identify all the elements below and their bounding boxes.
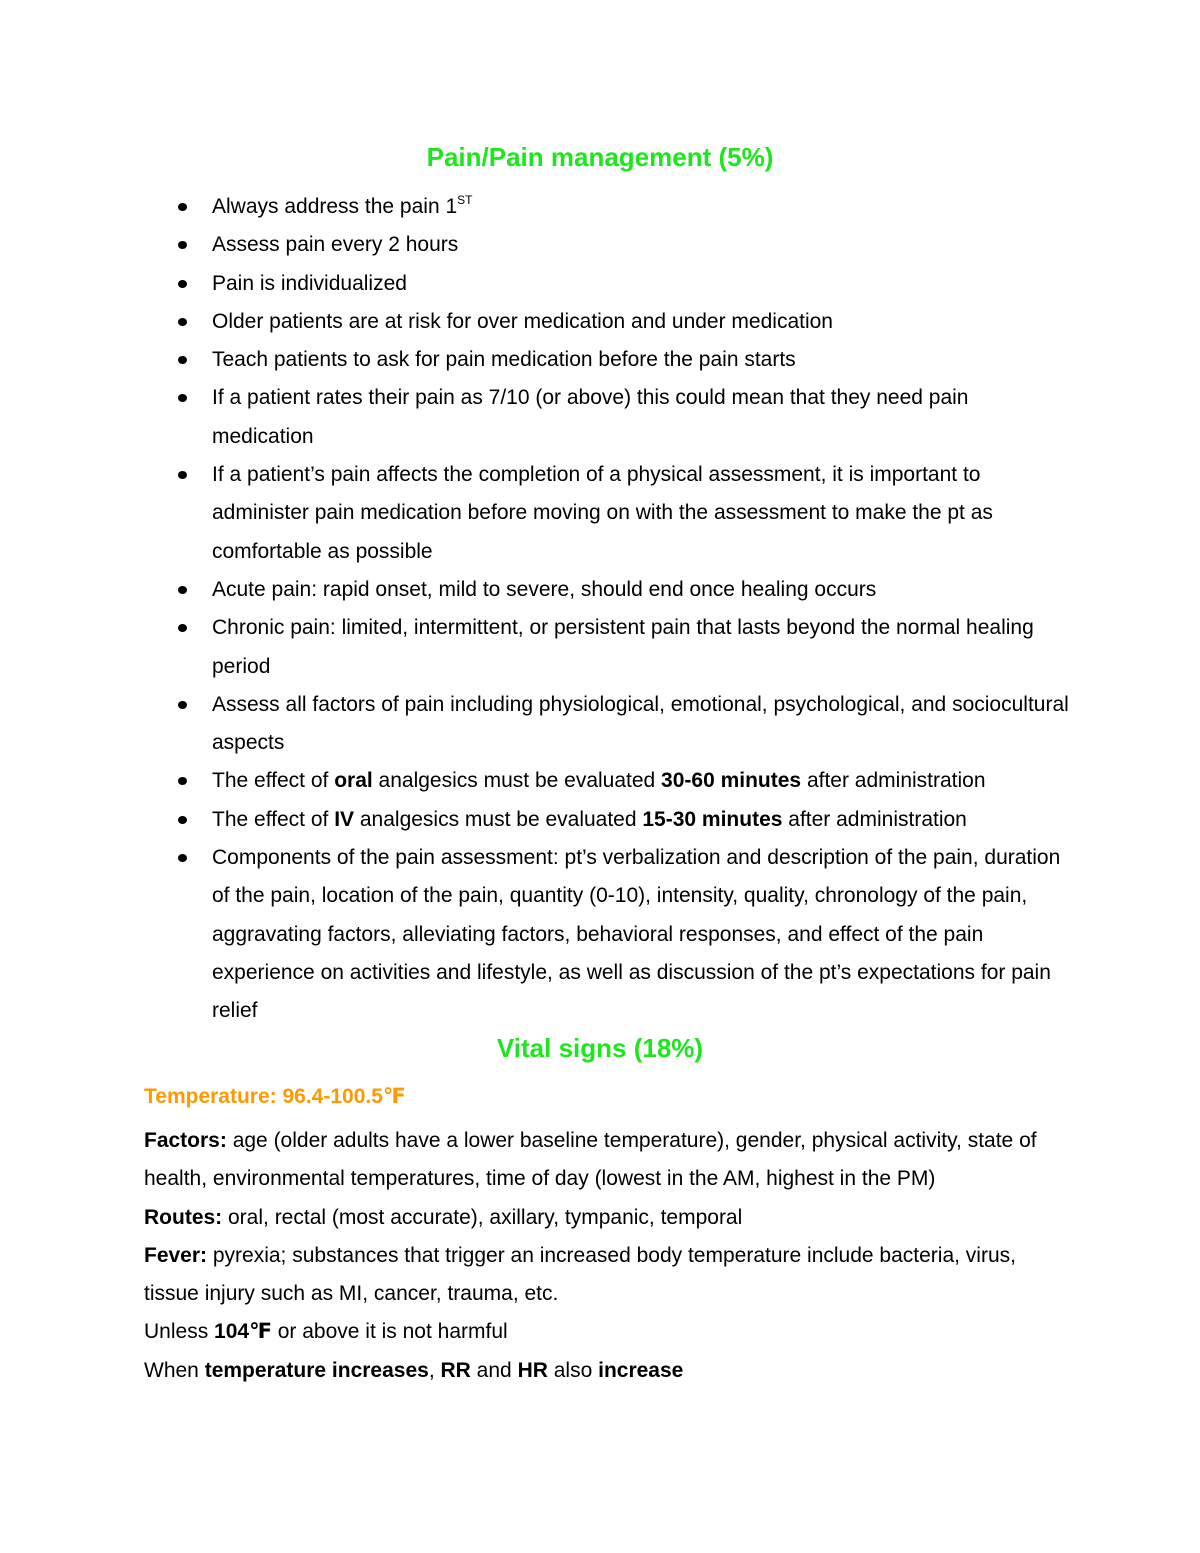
text-run: Pain is individualized (212, 271, 407, 295)
temperature-notes (144, 1122, 1074, 1390)
bold-text: 104℉ (214, 1320, 272, 1344)
text-run: analgesics must be evaluated (372, 769, 662, 793)
text-run: If a patient’s pain affects the completion of a physical assessment, it is important to administer pain medication before moving on with the assessment to make the pt as comfortable as possible (212, 463, 993, 563)
text-run: and (470, 1358, 518, 1382)
list-item (175, 762, 1075, 800)
list-item (175, 456, 1075, 571)
text-run: Always address the pain 1 (212, 195, 458, 218)
text-run: age (older adults have a lower baseline temperature), gender, physical activity, state of health, environmental temperatures, time of day (lowest in the AM, highest in the PM) (144, 1129, 1037, 1191)
list-item (175, 341, 1075, 379)
bold-text: oral (334, 769, 373, 793)
list-item (175, 571, 1075, 609)
list-item (175, 303, 1075, 341)
bullet-icon (178, 394, 187, 402)
bullet-icon (178, 586, 187, 594)
bullet-icon (178, 854, 187, 862)
bold-text: Factors: (144, 1129, 227, 1152)
text-run: also (547, 1358, 599, 1382)
bold-text: temperature increases (204, 1358, 429, 1382)
bullet-icon (178, 624, 187, 632)
text-run: Teach patients to ask for pain medication before the pain starts (212, 348, 796, 372)
bullet-icon (178, 471, 187, 479)
bold-text: IV (334, 807, 355, 831)
paragraph (144, 1237, 1074, 1314)
pain-bullet-list (175, 188, 1075, 1031)
text-run: analgesics must be evaluated (354, 807, 643, 831)
text-run: pyrexia; substances that trigger an increased body temperature include bacteria, virus, tissue injury such as MI, cancer, trauma, etc. (144, 1243, 1016, 1306)
list-item (175, 226, 1075, 264)
paragraph (144, 1313, 1074, 1351)
text-run: , (428, 1358, 441, 1382)
bullet-icon (178, 701, 187, 709)
text-run: after administration (782, 807, 967, 831)
bullet-icon (178, 280, 187, 288)
paragraph (144, 1352, 1074, 1390)
list-item (175, 265, 1075, 303)
bullet-icon (178, 356, 187, 364)
text-run: When (144, 1358, 205, 1382)
temperature-heading: Temperature: 96.4-100.5℉ (144, 1085, 406, 1108)
bullet-icon (178, 816, 187, 824)
paragraph (144, 1199, 1074, 1237)
bullet-icon (178, 777, 187, 785)
bold-text: HR (517, 1358, 548, 1382)
vital-signs-title: Vital signs (18%) (496, 1033, 704, 1063)
text-run: oral, rectal (most accurate), axillary, tympanic, temporal (222, 1205, 743, 1229)
text-run: Unless (144, 1320, 215, 1344)
paragraph (144, 1122, 1074, 1199)
text-run: or above it is not harmful (271, 1320, 508, 1344)
list-item (175, 801, 1075, 839)
text-run: Assess pain every 2 hours (212, 233, 459, 257)
text-run: If a patient rates their pain as 7/10 (or above) this could mean that they need pain medication (212, 386, 969, 448)
text-run: Chronic pain: limited, intermittent, or persistent pain that lasts beyond the normal healing period (212, 616, 1034, 678)
bold-text: 15-30 minutes (642, 807, 783, 831)
bold-text: 30-60 minutes (661, 769, 802, 793)
list-item (175, 686, 1075, 763)
bullet-icon (178, 203, 187, 211)
text-run: The effect of (212, 807, 335, 831)
bold-text: Fever: (144, 1243, 208, 1267)
text-run: Components of the pain assessment: pt’s verbalization and description of the pain, duration of the pain, location of the pain, quantity (0-10), intensity, quality, chronology of the pain, aggravating factors, alleviating factors, behavioral responses, and effect of the pain experience on activities and lifestyle, as well as discussion of the pt’s expectations for pain relief (212, 846, 1061, 1023)
bold-text: Routes: (144, 1205, 223, 1229)
list-item (175, 609, 1075, 686)
bold-text: increase (598, 1358, 684, 1382)
list-item (175, 379, 1075, 456)
bullet-icon (178, 318, 187, 326)
list-item (175, 839, 1075, 1030)
text-run: after administration (801, 769, 986, 793)
list-item (175, 188, 1075, 226)
text-run: Assess all factors of pain including physiological, emotional, psychological, and sociocultural aspects (212, 692, 1069, 755)
bold-text: RR (440, 1358, 471, 1382)
text-run: The effect of (212, 769, 335, 793)
superscript-text: ST (457, 193, 473, 207)
bullet-icon (178, 241, 187, 249)
pain-section-title: Pain/Pain management (5%) (426, 142, 774, 172)
text-run: Older patients are at risk for over medication and under medication (212, 309, 833, 333)
text-run: Acute pain: rapid onset, mild to severe, should end once healing occurs (212, 577, 877, 601)
